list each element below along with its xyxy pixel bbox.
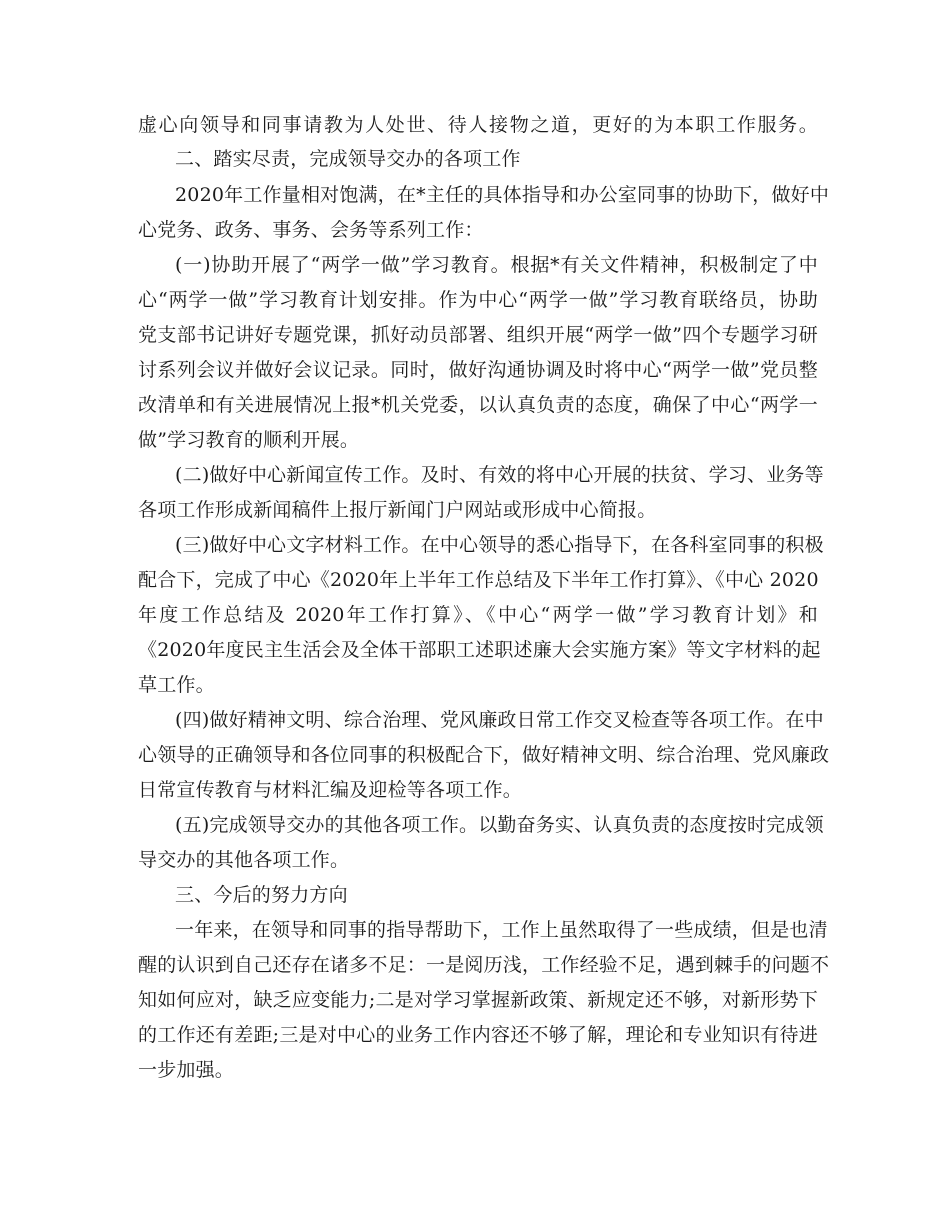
paragraph-line: 虚心向领导和同事请教为人处世、待人接物之道，更好的为本职工作服务。 [138,114,818,136]
paragraph-line: 改清单和有关进展情况上报*机关党委，以认真负责的态度，确保了中心“两学一 [138,394,818,416]
paragraph-line: (一)协助开展了“两学一做”学习教育。根据*有关文件精神，积极制定了中 [175,254,818,276]
paragraph-line: 《2020年度民主生活会及全体干部职工述职述廉大会实施方案》等文字材料的起 [138,639,821,661]
paragraph-line: 心领导的正确领导和各位同事的积极配合下，做好精神文明、综合治理、党风廉政 [138,744,830,766]
paragraph-line: 讨系列会议并做好会议记录。同时，做好沟通协调及时将中心“两学一做”党员整 [138,359,818,381]
section-heading: 二、踏实尽责，完成领导交办的各项工作 [175,148,521,170]
paragraph-line: 配合下，完成了中心《2020年上半年工作总结及下半年工作打算》、《中心 2020 [138,569,819,591]
paragraph-line: (二)做好中心新闻宣传工作。及时、有效的将中心开展的扶贫、学习、业务等 [175,464,824,486]
paragraph-line: 知如何应对，缺乏应变能力;二是对学习掌握新政策、新规定还不够，对新形势下 [138,989,818,1011]
paragraph-line: 党支部书记讲好专题党课，抓好动员部署、组织开展“两学一做”四个专题学习研 [138,324,818,346]
paragraph-line: 一步加强。 [138,1059,235,1081]
paragraph-line: 心“两学一做”学习教育计划安排。作为中心“两学一做”学习教育联络员，协助 [138,289,818,311]
paragraph-line: 导交办的其他各项工作。 [138,849,350,871]
paragraph-line: 做”学习教育的顺利开展。 [138,429,360,451]
section-heading: 三、今后的努力方向 [175,884,348,906]
paragraph-line: 的工作还有差距;三是对中心的业务工作内容还不够了解，理论和专业知识有待进 [138,1024,818,1046]
paragraph-line: 一年来，在领导和同事的指导帮助下，工作上虽然取得了一些成绩，但是也清 [175,919,828,941]
paragraph-line: 2020年工作量相对饱满，在*主任的具体指导和办公室同事的协助下，做好中 [175,184,830,206]
paragraph-line: (五)完成领导交办的其他各项工作。以勤奋务实、认真负责的态度按时完成领 [175,814,824,836]
paragraph-line: 心党务、政务、事务、会务等系列工作： [138,219,484,241]
paragraph-line: 草工作。 [138,674,215,696]
paragraph-line: 日常宣传教育与材料汇编及迎检等各项工作。 [138,779,523,801]
paragraph-line: (三)做好中心文字材料工作。在中心领导的悉心指导下，在各科室同事的积极 [175,534,824,556]
paragraph-line: 醒的认识到自己还存在诸多不足：一是阅历浅，工作经验不足，遇到棘手的问题不 [138,954,830,976]
paragraph-line: 各项工作形成新闻稿件上报厅新闻门户网站或形成中心简报。 [138,499,657,521]
paragraph-line: (四)做好精神文明、综合治理、党风廉政日常工作交叉检查等各项工作。在中 [175,709,824,731]
paragraph-line: 年度工作总结及 2020年工作打算》、《中心“两学一做”学习教育计划》和 [138,604,818,626]
